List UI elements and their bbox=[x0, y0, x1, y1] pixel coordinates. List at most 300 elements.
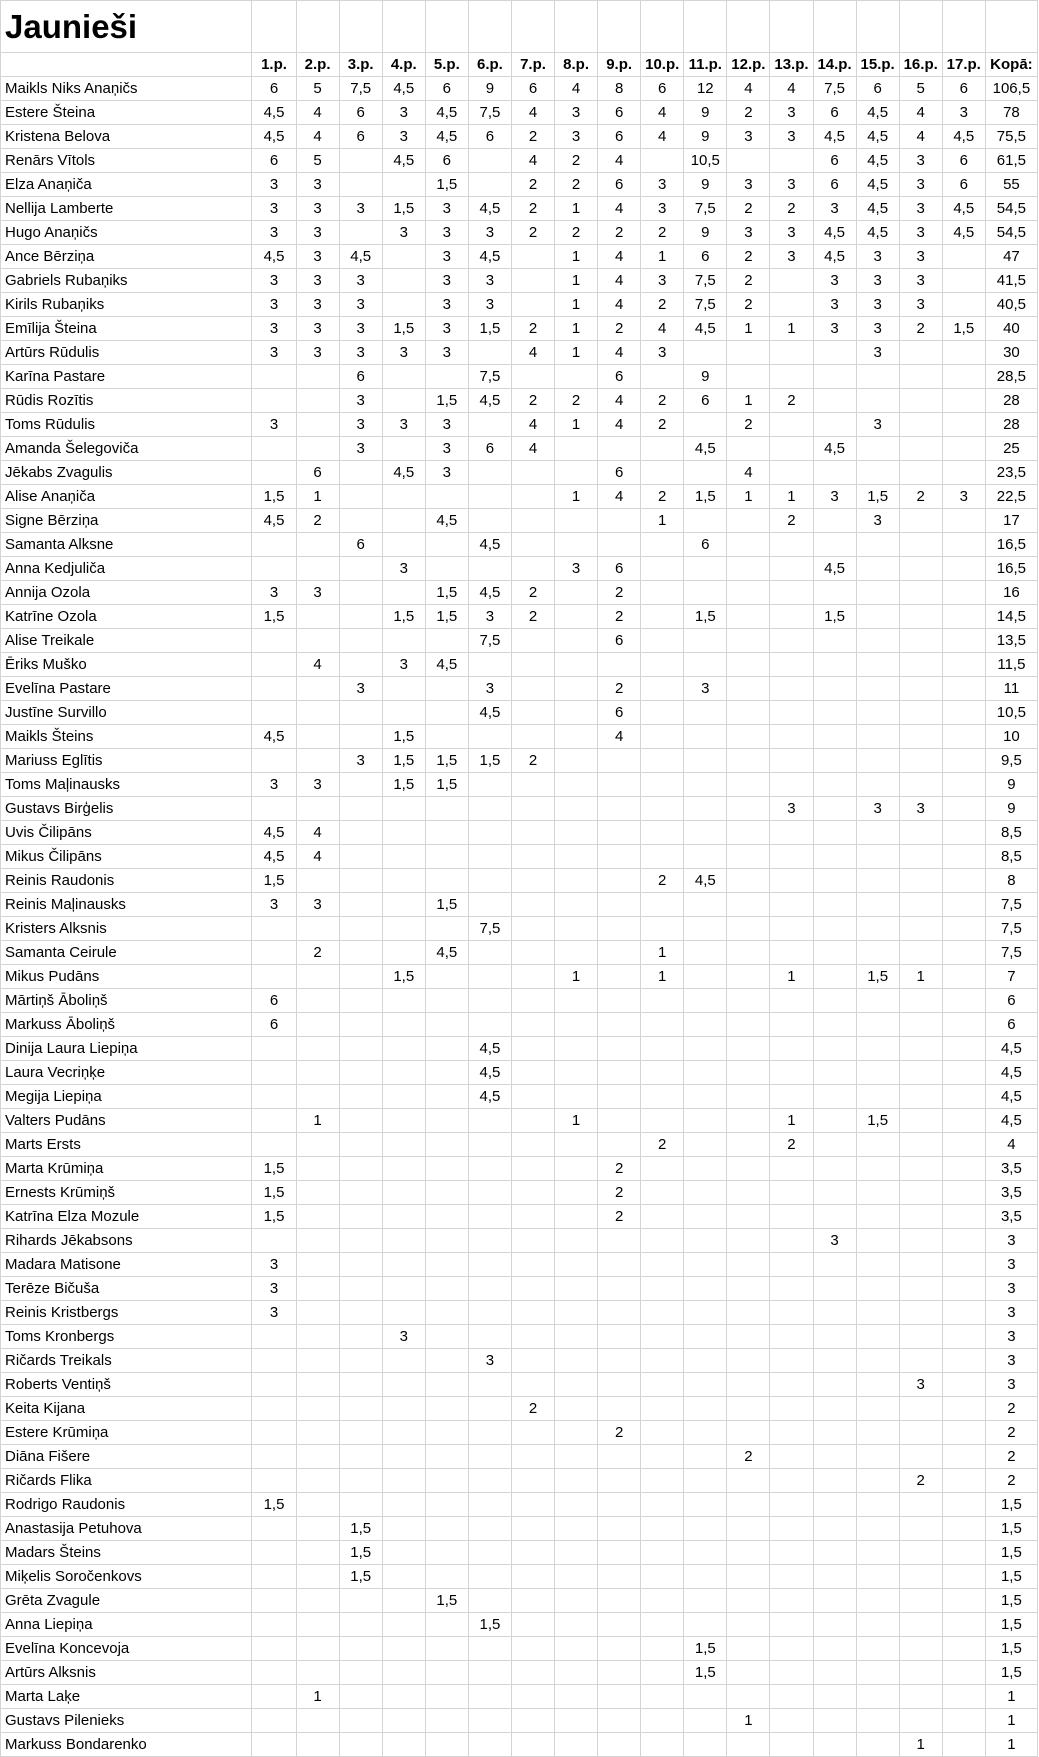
score-cell bbox=[770, 1685, 813, 1709]
score-cell bbox=[942, 797, 985, 821]
score-cell bbox=[856, 1325, 899, 1349]
score-cell: 1 bbox=[555, 341, 598, 365]
score-cell bbox=[598, 653, 641, 677]
score-cell bbox=[684, 1325, 727, 1349]
score-cell bbox=[727, 1301, 770, 1325]
score-cell bbox=[899, 1037, 942, 1061]
score-cell bbox=[641, 533, 684, 557]
participant-name: Alise Treikale bbox=[1, 629, 252, 653]
score-cell bbox=[727, 533, 770, 557]
score-cell bbox=[425, 557, 468, 581]
score-cell bbox=[684, 725, 727, 749]
score-cell bbox=[942, 1445, 985, 1469]
score-cell bbox=[555, 677, 598, 701]
score-cell bbox=[813, 677, 856, 701]
total-cell: 17 bbox=[985, 509, 1037, 533]
column-header: 1.p. bbox=[252, 53, 296, 77]
score-cell bbox=[296, 1037, 339, 1061]
score-cell bbox=[641, 893, 684, 917]
score-cell bbox=[641, 1085, 684, 1109]
score-cell bbox=[770, 1589, 813, 1613]
score-cell: 2 bbox=[770, 389, 813, 413]
score-cell bbox=[382, 1613, 425, 1637]
score-cell bbox=[727, 725, 770, 749]
score-cell bbox=[598, 1661, 641, 1685]
score-cell bbox=[813, 893, 856, 917]
score-cell bbox=[770, 1205, 813, 1229]
score-cell bbox=[813, 629, 856, 653]
score-cell bbox=[856, 461, 899, 485]
table-row bbox=[1, 365, 1038, 389]
score-cell bbox=[899, 1301, 942, 1325]
score-cell bbox=[468, 1661, 511, 1685]
score-cell bbox=[942, 365, 985, 389]
participant-name: Maikls Niks Anaņičs bbox=[1, 77, 252, 101]
score-cell bbox=[555, 1061, 598, 1085]
score-cell bbox=[382, 1277, 425, 1301]
score-cell bbox=[339, 845, 382, 869]
score-cell bbox=[339, 461, 382, 485]
score-cell bbox=[296, 917, 339, 941]
total-cell: 106,5 bbox=[985, 77, 1037, 101]
score-cell: 4,5 bbox=[684, 437, 727, 461]
score-cell bbox=[641, 605, 684, 629]
score-cell: 1,5 bbox=[252, 485, 296, 509]
score-cell bbox=[813, 1637, 856, 1661]
score-cell bbox=[813, 869, 856, 893]
score-cell: 6 bbox=[252, 77, 296, 101]
score-cell bbox=[382, 1037, 425, 1061]
score-cell bbox=[555, 773, 598, 797]
score-cell bbox=[511, 1061, 554, 1085]
empty-cell bbox=[1, 53, 252, 77]
score-cell bbox=[813, 509, 856, 533]
table-row bbox=[1, 701, 1038, 725]
score-cell: 3 bbox=[339, 413, 382, 437]
score-cell: 1 bbox=[555, 293, 598, 317]
score-cell bbox=[425, 1685, 468, 1709]
score-cell bbox=[425, 1517, 468, 1541]
score-cell bbox=[252, 1445, 296, 1469]
empty-cell bbox=[425, 1, 468, 53]
score-cell bbox=[856, 389, 899, 413]
score-cell bbox=[856, 1733, 899, 1757]
score-cell bbox=[425, 1253, 468, 1277]
score-cell: 3 bbox=[252, 581, 296, 605]
score-cell bbox=[598, 1589, 641, 1613]
participant-name: Samanta Alksne bbox=[1, 533, 252, 557]
score-cell bbox=[468, 1157, 511, 1181]
score-cell bbox=[770, 989, 813, 1013]
participant-name: Kristers Alksnis bbox=[1, 917, 252, 941]
score-cell: 7,5 bbox=[684, 293, 727, 317]
score-cell bbox=[511, 845, 554, 869]
score-cell bbox=[511, 1613, 554, 1637]
score-cell bbox=[425, 1325, 468, 1349]
score-cell: 6 bbox=[813, 149, 856, 173]
score-cell bbox=[296, 1277, 339, 1301]
total-cell: 4,5 bbox=[985, 1037, 1037, 1061]
score-cell bbox=[856, 1469, 899, 1493]
score-cell bbox=[856, 941, 899, 965]
score-cell: 3 bbox=[770, 125, 813, 149]
column-header: 14.p. bbox=[813, 53, 856, 77]
score-cell bbox=[641, 677, 684, 701]
score-cell bbox=[770, 1349, 813, 1373]
table-row bbox=[1, 1205, 1038, 1229]
score-cell bbox=[684, 821, 727, 845]
score-cell bbox=[296, 965, 339, 989]
column-header: 5.p. bbox=[425, 53, 468, 77]
score-cell: 3 bbox=[641, 173, 684, 197]
score-cell bbox=[252, 1709, 296, 1733]
score-cell: 5 bbox=[899, 77, 942, 101]
score-cell bbox=[511, 797, 554, 821]
score-cell bbox=[425, 629, 468, 653]
score-cell: 4,5 bbox=[468, 197, 511, 221]
score-cell bbox=[899, 1397, 942, 1421]
score-cell bbox=[555, 1085, 598, 1109]
total-cell: 3 bbox=[985, 1373, 1037, 1397]
score-cell bbox=[296, 1709, 339, 1733]
score-cell: 2 bbox=[727, 1445, 770, 1469]
participant-name: Laura Vecriņķe bbox=[1, 1061, 252, 1085]
score-cell bbox=[425, 821, 468, 845]
score-cell bbox=[468, 1373, 511, 1397]
score-cell bbox=[684, 1157, 727, 1181]
table-row bbox=[1, 989, 1038, 1013]
score-cell: 4 bbox=[296, 125, 339, 149]
score-cell bbox=[382, 1397, 425, 1421]
score-cell: 4 bbox=[899, 125, 942, 149]
score-cell bbox=[382, 1469, 425, 1493]
score-cell bbox=[339, 149, 382, 173]
score-cell bbox=[641, 1469, 684, 1493]
score-cell bbox=[641, 1493, 684, 1517]
score-cell bbox=[684, 509, 727, 533]
score-cell bbox=[684, 917, 727, 941]
total-cell: 1 bbox=[985, 1733, 1037, 1757]
empty-cell bbox=[339, 1, 382, 53]
score-cell bbox=[555, 461, 598, 485]
score-cell: 4 bbox=[641, 125, 684, 149]
score-cell: 6 bbox=[468, 125, 511, 149]
score-cell bbox=[770, 581, 813, 605]
score-cell bbox=[727, 701, 770, 725]
score-cell bbox=[813, 1301, 856, 1325]
score-cell bbox=[382, 365, 425, 389]
score-cell: 3 bbox=[555, 557, 598, 581]
score-cell bbox=[511, 245, 554, 269]
score-cell: 7,5 bbox=[468, 365, 511, 389]
score-cell bbox=[899, 1637, 942, 1661]
table-row bbox=[1, 557, 1038, 581]
score-cell bbox=[468, 1685, 511, 1709]
score-cell bbox=[899, 1181, 942, 1205]
score-cell bbox=[511, 941, 554, 965]
score-cell bbox=[856, 749, 899, 773]
score-cell bbox=[813, 1661, 856, 1685]
score-cell bbox=[770, 893, 813, 917]
empty-cell bbox=[899, 1, 942, 53]
score-cell bbox=[727, 677, 770, 701]
empty-cell bbox=[641, 1, 684, 53]
score-cell bbox=[727, 1733, 770, 1757]
score-cell bbox=[813, 1709, 856, 1733]
score-cell bbox=[555, 581, 598, 605]
score-cell: 1 bbox=[770, 317, 813, 341]
score-cell bbox=[252, 1685, 296, 1709]
score-cell bbox=[899, 821, 942, 845]
score-cell bbox=[468, 485, 511, 509]
table-row bbox=[1, 1541, 1038, 1565]
score-cell: 9 bbox=[684, 221, 727, 245]
score-cell: 3 bbox=[296, 581, 339, 605]
score-cell: 4 bbox=[598, 269, 641, 293]
score-cell bbox=[555, 1229, 598, 1253]
score-cell bbox=[382, 1445, 425, 1469]
score-cell bbox=[813, 1613, 856, 1637]
score-cell bbox=[770, 1469, 813, 1493]
score-cell: 3 bbox=[856, 293, 899, 317]
score-cell bbox=[339, 1589, 382, 1613]
score-cell bbox=[511, 965, 554, 989]
score-cell bbox=[856, 1157, 899, 1181]
score-cell bbox=[511, 269, 554, 293]
table-row bbox=[1, 461, 1038, 485]
score-cell: 1,5 bbox=[252, 869, 296, 893]
score-cell bbox=[856, 1565, 899, 1589]
score-cell bbox=[770, 149, 813, 173]
total-cell: 9 bbox=[985, 773, 1037, 797]
score-cell bbox=[856, 1685, 899, 1709]
score-cell bbox=[555, 1709, 598, 1733]
score-cell bbox=[252, 533, 296, 557]
score-cell: 3 bbox=[339, 389, 382, 413]
score-cell bbox=[296, 677, 339, 701]
table-row bbox=[1, 1229, 1038, 1253]
score-cell bbox=[382, 1517, 425, 1541]
score-cell bbox=[770, 1493, 813, 1517]
score-cell: 3 bbox=[856, 797, 899, 821]
score-cell bbox=[813, 389, 856, 413]
score-cell: 2 bbox=[598, 581, 641, 605]
score-cell bbox=[598, 1013, 641, 1037]
score-cell bbox=[770, 1013, 813, 1037]
score-cell bbox=[899, 1493, 942, 1517]
total-cell: 78 bbox=[985, 101, 1037, 125]
column-header: Kopā: bbox=[985, 53, 1037, 77]
table-row bbox=[1, 1397, 1038, 1421]
score-cell bbox=[684, 1445, 727, 1469]
column-header: 4.p. bbox=[382, 53, 425, 77]
score-cell: 6 bbox=[684, 245, 727, 269]
score-cell: 2 bbox=[511, 221, 554, 245]
column-header: 16.p. bbox=[899, 53, 942, 77]
score-cell: 3 bbox=[252, 221, 296, 245]
score-cell: 4 bbox=[598, 245, 641, 269]
score-cell bbox=[382, 533, 425, 557]
participant-name: Signe Bērziņa bbox=[1, 509, 252, 533]
score-cell bbox=[555, 629, 598, 653]
score-cell: 3 bbox=[425, 197, 468, 221]
total-cell: 23,5 bbox=[985, 461, 1037, 485]
score-cell bbox=[684, 1061, 727, 1085]
score-cell bbox=[382, 269, 425, 293]
score-cell bbox=[339, 1421, 382, 1445]
participant-name: Gustavs Birģelis bbox=[1, 797, 252, 821]
score-cell bbox=[641, 1277, 684, 1301]
score-cell bbox=[856, 1277, 899, 1301]
score-cell bbox=[598, 869, 641, 893]
score-cell: 2 bbox=[598, 1205, 641, 1229]
score-cell bbox=[468, 341, 511, 365]
score-cell bbox=[899, 1061, 942, 1085]
score-cell bbox=[511, 725, 554, 749]
score-cell: 3 bbox=[425, 437, 468, 461]
score-cell bbox=[770, 1373, 813, 1397]
score-cell bbox=[813, 1397, 856, 1421]
score-cell bbox=[813, 845, 856, 869]
score-cell: 2 bbox=[511, 317, 554, 341]
score-cell: 4,5 bbox=[252, 821, 296, 845]
table-row bbox=[1, 821, 1038, 845]
score-cell bbox=[641, 1613, 684, 1637]
total-cell: 2 bbox=[985, 1397, 1037, 1421]
participant-name: Rihards Jēkabsons bbox=[1, 1229, 252, 1253]
score-cell bbox=[770, 1661, 813, 1685]
score-cell bbox=[942, 1229, 985, 1253]
score-cell bbox=[856, 1661, 899, 1685]
score-cell: 1,5 bbox=[382, 197, 425, 221]
score-cell: 1 bbox=[641, 245, 684, 269]
table-row bbox=[1, 1157, 1038, 1181]
total-cell: 3 bbox=[985, 1277, 1037, 1301]
participant-name: Markuss Bondarenko bbox=[1, 1733, 252, 1757]
score-cell bbox=[899, 533, 942, 557]
score-cell bbox=[339, 941, 382, 965]
score-cell bbox=[942, 413, 985, 437]
score-cell: 4,5 bbox=[942, 197, 985, 221]
score-cell bbox=[598, 1541, 641, 1565]
score-cell bbox=[598, 773, 641, 797]
score-cell: 2 bbox=[641, 485, 684, 509]
score-cell bbox=[942, 989, 985, 1013]
score-cell: 3 bbox=[813, 293, 856, 317]
score-cell bbox=[339, 1061, 382, 1085]
score-cell bbox=[942, 245, 985, 269]
participant-name: Anna Liepiņa bbox=[1, 1613, 252, 1637]
score-cell: 1 bbox=[727, 485, 770, 509]
score-cell bbox=[770, 365, 813, 389]
score-cell: 1,5 bbox=[425, 581, 468, 605]
participant-name: Alise Anaņiča bbox=[1, 485, 252, 509]
score-cell bbox=[727, 1685, 770, 1709]
participant-name: Maikls Šteins bbox=[1, 725, 252, 749]
score-cell bbox=[770, 1157, 813, 1181]
score-cell bbox=[684, 965, 727, 989]
score-cell bbox=[382, 1229, 425, 1253]
score-cell: 3 bbox=[641, 269, 684, 293]
score-cell: 3 bbox=[382, 341, 425, 365]
participant-name: Gustavs Pilenieks bbox=[1, 1709, 252, 1733]
table-row bbox=[1, 677, 1038, 701]
score-cell bbox=[899, 629, 942, 653]
participant-name: Mikus Čilipāns bbox=[1, 845, 252, 869]
score-cell bbox=[727, 1157, 770, 1181]
score-cell bbox=[511, 293, 554, 317]
score-cell: 3 bbox=[425, 413, 468, 437]
score-cell: 2 bbox=[555, 149, 598, 173]
score-cell bbox=[813, 821, 856, 845]
table-row bbox=[1, 845, 1038, 869]
table-row bbox=[1, 341, 1038, 365]
total-cell: 22,5 bbox=[985, 485, 1037, 509]
score-cell bbox=[339, 485, 382, 509]
score-cell: 2 bbox=[641, 1133, 684, 1157]
score-cell bbox=[555, 1037, 598, 1061]
score-cell: 6 bbox=[598, 173, 641, 197]
score-cell bbox=[856, 653, 899, 677]
score-cell: 3 bbox=[899, 149, 942, 173]
score-cell bbox=[727, 965, 770, 989]
participant-name: Reinis Maļinausks bbox=[1, 893, 252, 917]
empty-cell bbox=[856, 1, 899, 53]
total-cell: 41,5 bbox=[985, 269, 1037, 293]
score-cell bbox=[296, 365, 339, 389]
score-cell bbox=[684, 941, 727, 965]
score-cell bbox=[856, 869, 899, 893]
score-cell bbox=[684, 1301, 727, 1325]
score-cell bbox=[641, 1037, 684, 1061]
total-cell: 75,5 bbox=[985, 125, 1037, 149]
score-cell: 1,5 bbox=[684, 485, 727, 509]
participant-name: Evelīna Koncevoja bbox=[1, 1637, 252, 1661]
score-cell bbox=[770, 941, 813, 965]
empty-cell bbox=[555, 1, 598, 53]
score-cell bbox=[684, 1685, 727, 1709]
score-cell bbox=[641, 1589, 684, 1613]
score-cell: 4 bbox=[770, 77, 813, 101]
score-cell bbox=[382, 581, 425, 605]
score-cell bbox=[813, 1061, 856, 1085]
table-row bbox=[1, 1517, 1038, 1541]
score-cell bbox=[382, 917, 425, 941]
score-cell bbox=[899, 605, 942, 629]
score-cell bbox=[425, 845, 468, 869]
score-cell bbox=[598, 1493, 641, 1517]
score-cell: 1,5 bbox=[382, 773, 425, 797]
total-cell: 7,5 bbox=[985, 917, 1037, 941]
score-cell bbox=[813, 365, 856, 389]
score-cell bbox=[942, 1373, 985, 1397]
score-cell bbox=[856, 1373, 899, 1397]
score-cell bbox=[813, 1349, 856, 1373]
score-cell bbox=[598, 1565, 641, 1589]
score-cell bbox=[252, 677, 296, 701]
score-cell bbox=[727, 1181, 770, 1205]
score-cell: 8 bbox=[598, 77, 641, 101]
table-row bbox=[1, 245, 1038, 269]
score-cell bbox=[727, 1013, 770, 1037]
score-cell bbox=[252, 557, 296, 581]
score-cell bbox=[856, 1637, 899, 1661]
score-cell bbox=[425, 797, 468, 821]
score-cell: 3 bbox=[899, 1373, 942, 1397]
score-cell bbox=[942, 1421, 985, 1445]
total-cell: 61,5 bbox=[985, 149, 1037, 173]
score-cell bbox=[641, 1109, 684, 1133]
